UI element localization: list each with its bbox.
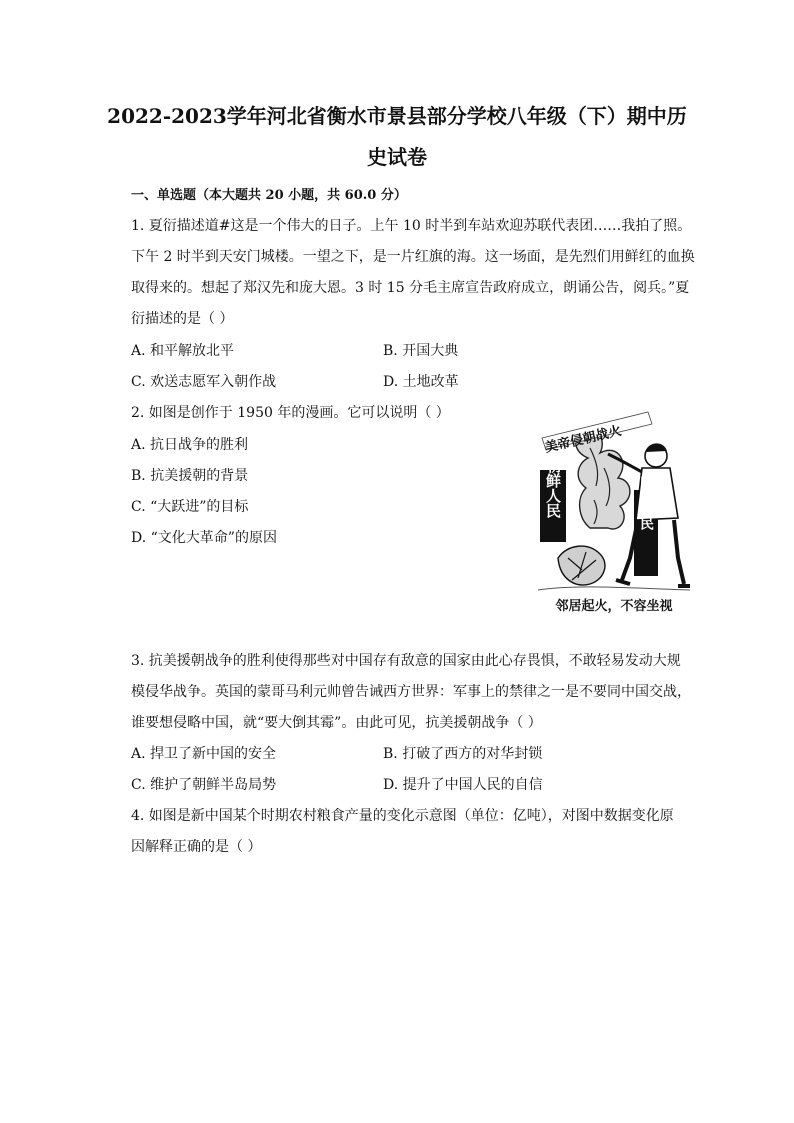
- q1-option-b: B. 开国大典: [383, 343, 459, 359]
- ground-line: [538, 587, 690, 590]
- q2-stem: 2. 如图是创作于 1950 年的漫画。它可以说明（ ）: [131, 405, 450, 421]
- man-hair: [646, 443, 667, 452]
- q3-option-b: B. 打破了西方的对华封锁: [383, 746, 543, 762]
- q1-option-c: C. 欢送志愿军入朝作战: [131, 374, 277, 390]
- q3-stem-line-1: 3. 抗美援朝战争的胜利使得那些对中国存有敌意的国家由此心存畏惧，不敢轻易发动大规: [131, 653, 681, 669]
- q3-stem-line-3: 谁要想侵略中国，就“要大倒其霉”。由此可见，抗美援朝战争（ ）: [131, 715, 542, 731]
- q1-option-d: D. 土地改革: [383, 374, 459, 390]
- cartoon-label-top: 美帝侵朝战火: [543, 423, 623, 456]
- section-heading: 一、单选题（本大题共 20 小题，共 60.0 分）: [131, 188, 407, 203]
- cartoon-drawing: [538, 408, 690, 616]
- man-feet: [616, 580, 690, 586]
- page-title-line1: 2022-2023学年河北省衡水市景县部分学校八年级（下）期中历: [107, 104, 687, 128]
- q3-option-d: D. 提升了中国人民的自信: [383, 777, 543, 793]
- q2-option-d: D. “文化大革命”的原因: [131, 530, 277, 546]
- q2-option-b: B. 抗美援朝的背景: [131, 468, 249, 484]
- cartoon-caption: 邻居起火，不容坐视: [555, 599, 673, 614]
- q4-stem-line-1: 4. 如图是新中国某个时期农村粮食产量的变化示意图（单位：亿吨），对图中数据变化原: [131, 808, 674, 824]
- q1-stem-line-3: 取得来的。想起了郑汉先和庞大恩。3 时 15 分毛主席宣告政府成立，朗诵公告，阅兵。”夏: [131, 280, 690, 296]
- q2-option-a: A. 抗日战争的胜利: [131, 437, 249, 453]
- q1-stem-line-4: 衍描述的是（ ）: [131, 311, 234, 327]
- cartoon-label-left: 朝鲜人民: [544, 458, 562, 518]
- q3-option-c: C. 维护了朝鲜半岛局势: [131, 777, 277, 793]
- page-title-line2: 史试卷: [367, 145, 427, 169]
- q3-option-a: A. 捍卫了新中国的安全: [131, 746, 277, 762]
- q1-option-a: A. 和平解放北平: [131, 343, 235, 359]
- q1-stem-line-1: 1. 夏衍描述道#这是一个伟大的日子。上午 10 时半到车站欢迎苏联代表团……我拍了照。: [131, 218, 692, 234]
- q4-stem-line-2: 因解释正确的是（ ）: [131, 839, 262, 855]
- q2-option-c: C. “大跃进”的目标: [131, 499, 249, 515]
- cartoon-illustration: [538, 408, 690, 616]
- q1-stem-line-2: 下午 2 时半到天安门城楼。一望之下，是一片红旗的海。这一场面，是先烈们用鲜红的血换: [131, 249, 695, 265]
- cartoon-label-right: 中国人民: [638, 474, 654, 530]
- q3-stem-line-2: 模侵华战争。英国的蒙哥马利元帅曾告诫西方世界：军事上的禁律之一是不要同中国交战，: [131, 684, 691, 700]
